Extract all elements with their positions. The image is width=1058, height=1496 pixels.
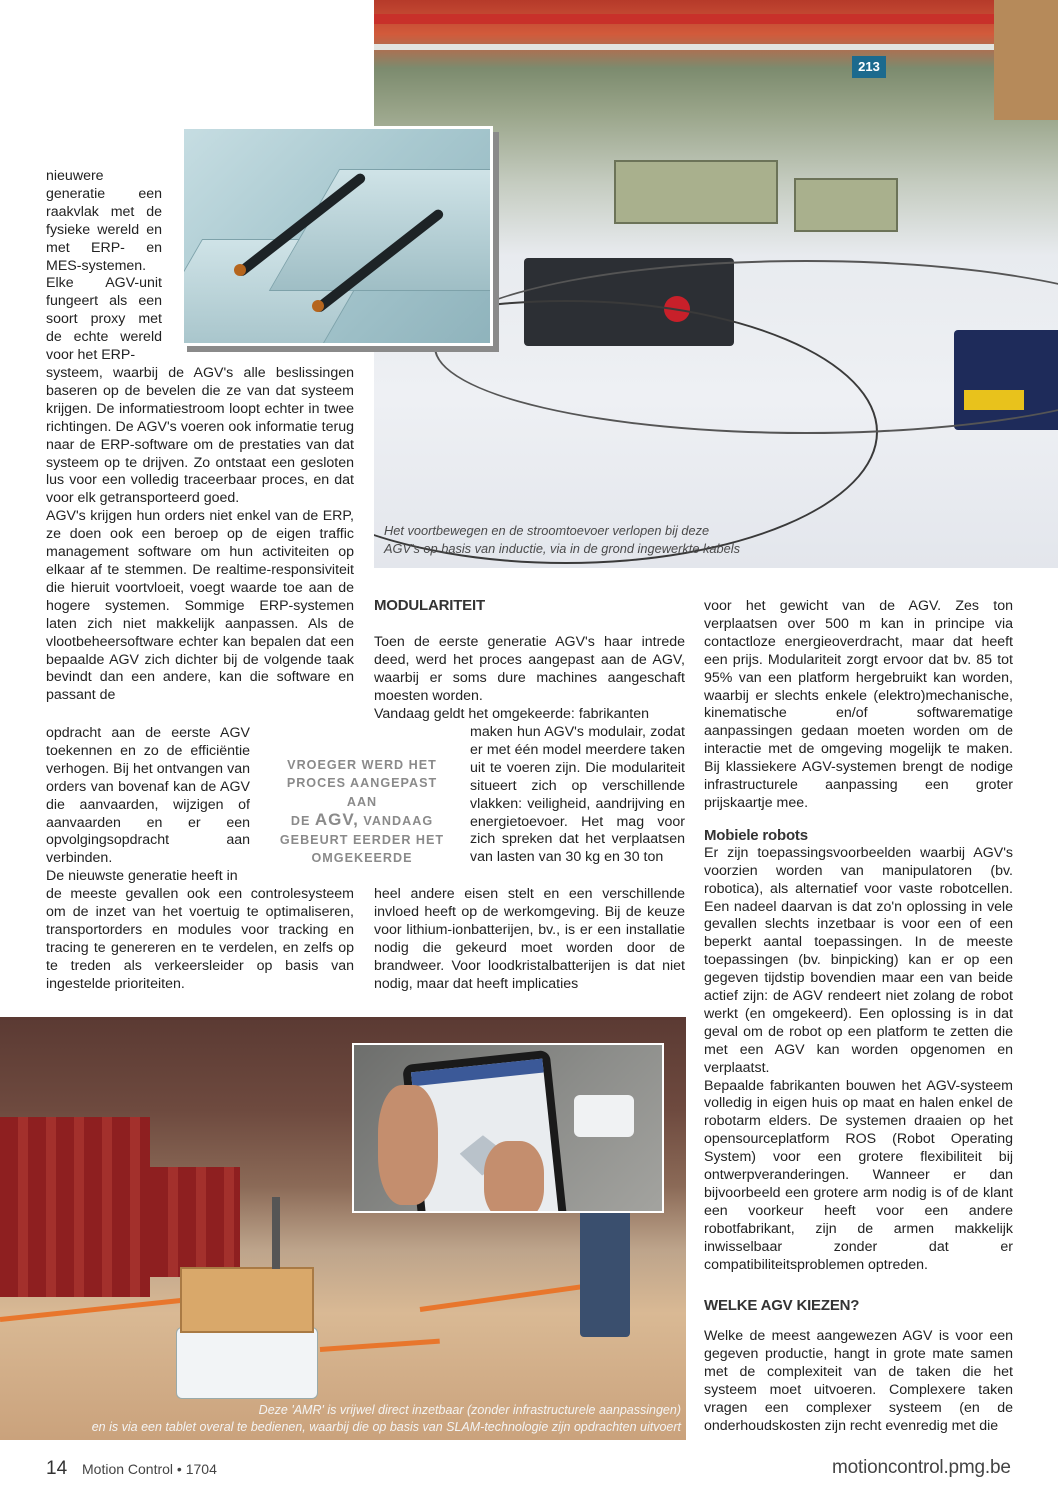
col1-narrow-paragraph: nieuwere generatie een raakvlak met de fysieke wereld en met ERP- en MES-systemen. Elke AGV-unit fungeert als een soort proxy met de echte wereld voor het ERP- — [46, 168, 162, 364]
pallet-container — [614, 160, 778, 224]
copper-cable-end — [234, 264, 246, 276]
col1-paragraph: AGV's krijgen hun orders niet enkel van de ERP, ze doen ook een beroep op de eigen traffic management software om hun activiteiten op elkaar af te stemmen. De realtime-responsiviteit die hieruit voortvloeit, voegt waarde toe aan de hogere systemen. Sommige ERP-systemen laten zich niet makkelijk aanpassen. Als de vlootbeheersoftware echter kan bepalen dat een bepaalde AGV zich dichter bij de volgende taak bevindt dan een andere, kan die software en passant de — [46, 508, 354, 704]
section-heading-mobiele-robots: Mobiele robots — [704, 826, 808, 844]
bottom-photo-caption: Deze 'AMR' is vrijwel direct inzetbaar (zonder infrastructurele aanpassingen) en is via een tablet overal te bedienen, waarbij die op basis van SLAM-technologie zijn opdrachten uitvoert — [91, 1403, 681, 1434]
robot-arm-mast — [272, 1197, 280, 1269]
website-url[interactable]: motioncontrol.pmg.be — [832, 1457, 1011, 1478]
welding-curtain — [150, 1167, 240, 1277]
hand — [484, 1141, 544, 1213]
amr-robot — [176, 1327, 318, 1399]
amr-robot — [574, 1095, 634, 1137]
hand — [378, 1085, 438, 1205]
col3-paragraph: Bepaalde fabrikanten bouwen het AGV-systeem volledig in eigen huis op maat en halen enkel de robotarm elders. De systemen draaien op het opensourceplatform ROS (Robot Operating System) voor een grotere flexibiliteit bij ontwerpveranderingen. Wanneer er dan bijvoorbeeld een grotere arm nodig is of de klant een voorkeur heeft voor een andere robotfabrikant, zijn de armen makkelijk inwisselbaar zonder dat er compatibiliteitsproblemen optreden. — [704, 1077, 1013, 1273]
section-heading-modulariteit: MODULARITEIT — [374, 597, 485, 614]
floor-marking — [320, 1339, 440, 1352]
page-number: 14 — [46, 1458, 68, 1479]
col1-paragraph: opdracht aan de eerste AGV toekennen en zo de efficiëntie verhogen. Bij het ontvangen van orders van bovenaf kan de AGV die aanvaarden, wijzigen of aanvaarden en er een opvolgingsopdracht aan verbinden. — [46, 725, 250, 867]
ceiling-light-strip — [374, 44, 1058, 50]
col3-paragraph: voor het gewicht van de AGV. Zes ton verplaatsen over 500 m kan in principe via contactloze energieoverdracht, maar dat heeft een prijs. Modulariteit zorgt ervoor dat bv. 85 tot 95% van een platform hergebruikt kan worden, waarbij er slechts enkele (elektro)mechanische, kinematische en/of softwarematige aanpassingen gedaan moeten worden om de interactie met de omgeving mogelijk te maken. Bij klassiekere AGV-systemen brengt de nodige infrastructurele aanpassing een groter prijskaartje mee. — [704, 598, 1013, 811]
cardboard-box — [994, 0, 1058, 120]
induction-cable-inset-photo — [181, 126, 493, 346]
wooden-crate — [180, 1267, 314, 1333]
magazine-issue: Motion Control • 1704 — [82, 1461, 217, 1477]
aisle-sign: 213 — [852, 56, 886, 78]
col2-paragraph: Toen de eerste generatie AGV's haar intrede deed, werd het proces aangepast aan de AGV, waarbij er soms dure machines aangeschaft moesten worden. — [374, 634, 685, 704]
welding-curtain — [0, 1117, 150, 1297]
col2-paragraph: heel andere eisen stelt en een verschillende invloed heeft op de werkomgeving. Bij de keuze voor lithium-ionbatterijen, bv., is er een installatie nodig die gekeurd moet worden door de brandweer. Voor loodkristalbatterijen is dat niet nodig, maar dat heeft implicaties — [374, 886, 685, 992]
pallet-container — [794, 178, 898, 232]
pull-quote: VROEGER WERD HET PROCES AANGEPAST AAN DE AGV, VANDAAG GEBEURT EERDER HET OMGEKEERDE — [279, 758, 445, 866]
overhead-beam — [374, 14, 1058, 24]
col1-paragraph: systeem, waarbij de AGV's alle beslissingen baseren op de bevelen die ze van dat systeem krijgen. De informatiestroom loopt echter in twee richtingen. De AGV's voeren ook informatie terug naar de ERP-software om de prestaties van dat systeem op te drijven. Zo ontstaat een gesloten lus voor een volledig traceerbaar proces, en dat voor elk getransporteerd goed. — [46, 365, 354, 507]
top-photo-caption: Het voortbewegen en de stroomtoevoer verlopen bij deze AGV's op basis van inductie, via in de grond ingewerkte kabels — [384, 523, 740, 556]
col2-text — [374, 634, 685, 724]
col3-text — [704, 598, 1013, 1436]
floor-marking — [420, 1282, 599, 1312]
app-header-bar — [411, 1059, 544, 1087]
col1-paragraph: De nieuwste generatie heeft in — [46, 868, 238, 885]
col1-paragraph: de meeste gevallen ook een controlesysteem om de inzet van het voertuig te optimaliseren, transportorders en modules voor tracking en tracing te genereren en te verdelen, en zelfs op te treden als verkeersleider op basis van ingestelde prioriteiten. — [46, 886, 354, 992]
col3-paragraph: Welke de meest aangewezen AGV is voor een gegeven productie, hangt in grote mate samen met de complexiteit van de taken die het systeem moet uitvoeren. Complexere taken vragen een complexer systeem (en de onderhoudskosten zijn recht evenredig met die — [704, 1328, 1013, 1434]
col1-wrapped-text — [46, 725, 250, 886]
col2-wrapped-paragraph: maken hun AGV's modulair, zodat er met één model meerdere taken uit te voeren zijn. Die modulariteit situeert zich op verschillende vlakken: veiligheid, aandrijving en energietoevoer. Het mag voor zich spreken dat het verplaatsen van lasten van 30 kg en 30 ton — [470, 724, 685, 866]
col2-paragraph: Vandaag geldt het omgekeerde: fabrikanten — [374, 705, 650, 722]
col1-text — [46, 365, 354, 705]
section-heading-welke-agv-kiezen: WELKE AGV KIEZEN? — [704, 1296, 860, 1314]
col3-paragraph: Er zijn toepassingsvoorbeelden waarbij AGV's voorzien worden van manipulatoren (bv. robotica), als alternatief voor vaste robotcellen. Een nadeel daarvan is dat zo'n oplossing in vele gevallen slechts inzetbaar is voor een of een beperkt aantal toepassingen. In de meeste toepassingen (bv. binpicking) kan er op een gegeven tijdstip bovendien maar een van beide actief zijn: de AGV rendeert niet zolang de robot werkt (en omgekeerd). Een oplossing is in dat geval om de robot op een platform te zetten die met een AGV kan worden opgenomen en verplaatst. — [704, 844, 1013, 1076]
tablet-control-inset-photo — [352, 1043, 664, 1213]
copper-cable-end — [312, 300, 324, 312]
